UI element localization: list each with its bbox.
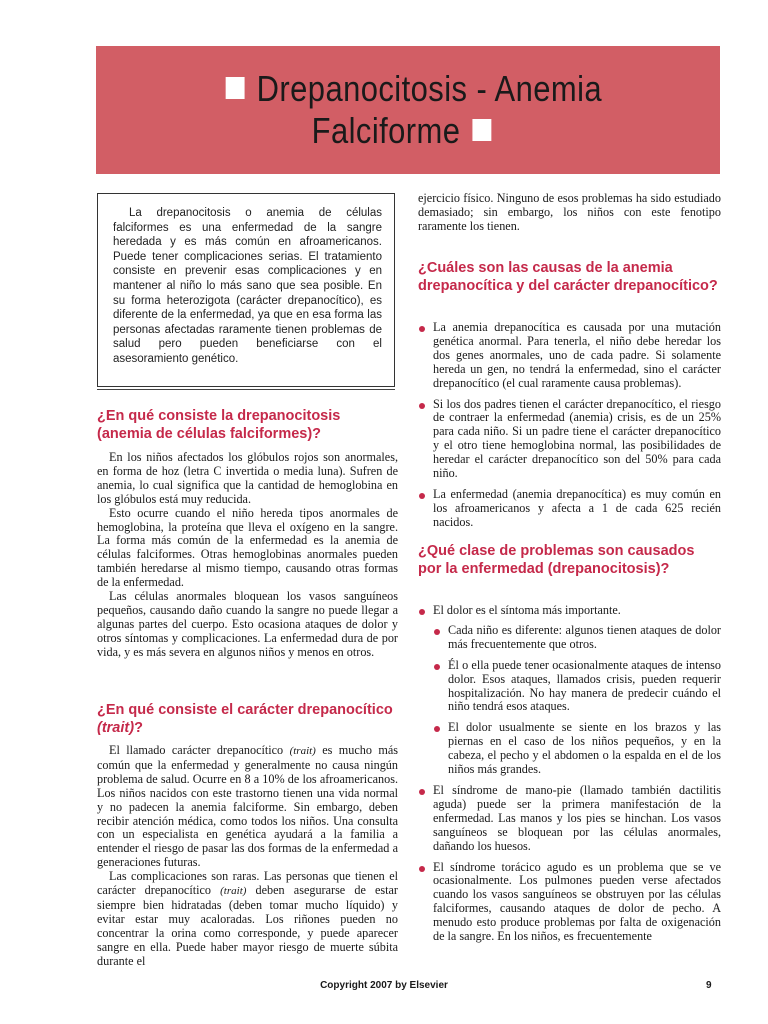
title-text-2: Falciforme xyxy=(312,110,461,151)
text-run: El llamado carácter drepanocítico xyxy=(109,743,290,757)
paragraph: Las células anormales bloquean los vasos sanguíneos pequeños, causando daño cuando la sangre no puede llegar a algunas partes del cuerpo. Esto ocasiona ataques de dolor y otros síntomas y complicaciones. La enfermedad dura de por vida, y es más severa en algunos niños y menos en otros. xyxy=(97,589,398,659)
continuation-text xyxy=(418,192,721,234)
paragraph: En los niños afectados los glóbulos rojos son anormales, en forma de hoz (letra C invertida o media luna). Sufren de anemia, lo cual significa que la cantidad de hemoglobina en los glóbulos está muy reducida. xyxy=(97,450,398,506)
section-body-causas xyxy=(418,321,721,537)
list-item: La enfermedad (anemia drepanocítica) es muy común en los afroamericanos y afecta a 1 de cada 625 recién nacidos. xyxy=(418,488,721,530)
italic-run: (trait) xyxy=(220,885,247,898)
intro-text: La drepanocitosis o anemia de células falciformes es una enfermedad de la sangre heredada y es más común en afroamericanos. Puede tener complicaciones serias. El tratamiento consiste en prevenir esas complicaciones y en mantener al niño lo más sano que sea posible. En su forma heterozigota (carácter drepanocítico), es diferente de la enfermedad, ya que en esa forma las personas afectadas raramente tienen problemas de salud pero pueden beneficiarse con el asesoramiento genético. xyxy=(113,207,382,365)
list-item: Él o ella puede tener ocasionalmente ataques de intenso dolor. Esos ataques, llamados crisis, pueden requerir hospitalización. No hay manera de predecir cuándo el niño tendrá esos ataques. xyxy=(433,659,721,715)
list-item: El dolor usualmente se siente en los brazos y las piernas en el caso de los niños pequeños, y en la cabeza, el pecho y el abdomen o la espalda en el de los niños más grandes. xyxy=(433,721,721,777)
list-item: El síndrome torácico agudo es un problema que se ve ocasionalmente. Los pulmones pueden verse afectados cuando los vasos sanguíneos se obstruyen por las células falciformes, causando ataques de dolor de pecho. A menudo esto produce problemas por falta de oxigenación de la sangre. En los niños, es frecuentemente xyxy=(418,861,721,944)
paragraph xyxy=(97,744,398,870)
paragraph: ejercicio físico. Ninguno de esos problemas ha sido estudiado demasiado; sin embargo, los niños con este fenotipo raramente los tienen. xyxy=(418,191,721,233)
text-run: Las complicaciones son raras. Las personas que tienen el carácter drepanocítico xyxy=(97,869,398,898)
list-item: Si los dos padres tienen el carácter drepanocítico, el riesgo de contraer la enfermedad (anemia) crisis, es de un 25% para cada niño. Si un padre tiene el carácter drepanocítico y el otro tiene hemoglobina normal, las posibilidades de heredar el carácter drepanocítico son del 50% para cada niño. xyxy=(418,398,721,481)
section-body-problemas xyxy=(418,604,721,951)
bullet-list xyxy=(418,604,721,944)
bullet-list xyxy=(418,321,721,530)
title-banner xyxy=(96,46,720,174)
square-bullet-icon xyxy=(473,119,492,141)
title-line-1 xyxy=(214,68,602,110)
italic-run: (trait) xyxy=(289,745,316,757)
list-item-text: El dolor es el síntoma más importante. xyxy=(433,603,621,617)
list-item: El síndrome de mano-pie (llamado también dactilitis aguda) puede ser la primera manifestación de la enfermedad. Las manos y los pies se hinchan. Los vasos sanguíneos se bloquean por las células anormales, dañando los huesos. xyxy=(418,784,721,854)
title-line-2 xyxy=(312,110,504,152)
section-heading-problemas: ¿Qué clase de problemas son causados por la enfermedad (drepanocitosis)? xyxy=(418,543,695,577)
section-heading-drepanocitosis: ¿En qué consiste la drepanocitosis (anemia de células falciformes)? xyxy=(97,408,341,442)
copyright: Copyright 2007 by Elsevier xyxy=(320,980,448,991)
list-item: Cada niño es diferente: algunos tienen ataques de dolor más frecuentemente que otros. xyxy=(433,624,721,652)
paragraph xyxy=(97,870,398,968)
section-body-drepanocitosis xyxy=(97,451,398,660)
square-bullet-icon xyxy=(226,77,245,99)
page-number: 9 xyxy=(706,980,712,991)
sub-bullet-list xyxy=(433,624,721,777)
heading-text: ¿En qué consiste el carácter drepanocítico xyxy=(97,702,393,718)
list-item xyxy=(418,604,721,777)
text-run: deben asegurarse de estar siempre bien hidratadas (deben tomar mucho líquido) y evitar estar muy acaloradas. Los riñones pueden no concentrar la orina como corresponde, y puede aparecer sangre en ella. Puede haber mayor riesgo de muerte súbita durante el xyxy=(97,883,398,968)
paragraph: Esto ocurre cuando el niño hereda tipos anormales de hemoglobina, la proteína que lleva el oxígeno en la sangre. La forma más común de la enfermedad es la anemia de células falciformes. Otras hemoglobinas anormales pueden también heredarse al mismo tiempo, causando otras formas de la enfermedad. xyxy=(97,505,398,590)
section-heading-caracter xyxy=(97,701,397,737)
section-heading-causas: ¿Cuáles son las causas de la anemia drepanocítica y del carácter drepanocítico? xyxy=(418,260,718,294)
intro-box xyxy=(97,193,395,387)
section-body-caracter xyxy=(97,744,398,969)
list-item: La anemia drepanocítica es causada por una mutación genética anormal. Para tenerla, el niño debe heredar los dos genes anormales, uno de cada padre. Si solamente hereda un gen, no tendrá la enfermedad, sino el carácter drepanocítico (el cual raramente causa problemas). xyxy=(418,321,721,391)
text-run: es mucho más común que la enfermedad y generalmente no causa ningún problema de salud. Ocurre en 8 a 10% de los afroamericanos. Los niños nacidos con este trastorno tienen una vida normal y no padecen la anemia falciforme. Sin embargo, deben recibir atención médica, como todos los niños. Una consulta con un especialista en genética ayudará a la familia a entender el riesgo de pasar las dos formas de la enfermedad a generaciones futuras. xyxy=(97,743,398,870)
heading-text: ? xyxy=(134,720,143,736)
title-text-1: Drepanocitosis - Anemia xyxy=(256,68,603,109)
divider xyxy=(97,389,395,390)
heading-italic: (trait) xyxy=(97,720,135,736)
